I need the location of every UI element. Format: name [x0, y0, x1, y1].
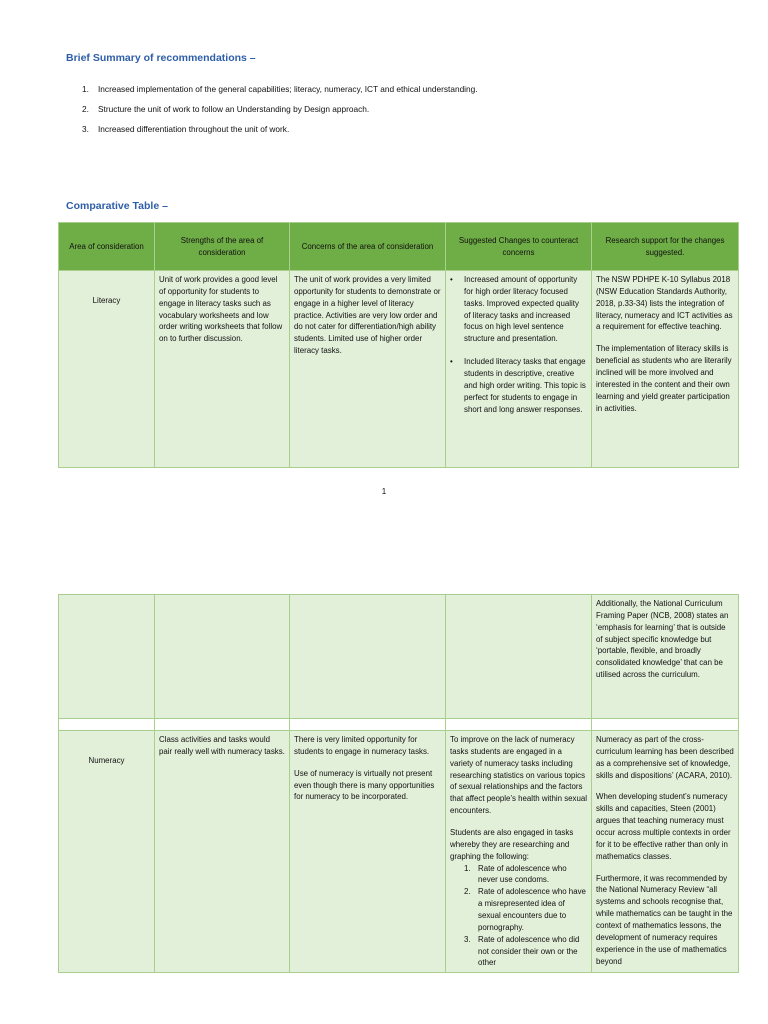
page-number: 1 [381, 487, 387, 496]
numeracy-changes: To improve on the lack of numeracy tasks students are engaged in a variety of numeracy tasks including researching statistics on various topics of sexual relationships and the factors that affect people’s health within sexual encounters. Students are also engaged in tasks whereby they are researching and graphing the following: 1. Rate of adolescence who never use condoms. 2. Rate of adolescence who have a misrepresented idea of sexual encounters due to pornography. 3. Rate of adolescence who did not consider their own or the other [446, 731, 592, 973]
spacer-row [59, 719, 739, 731]
list-item: 2. Structure the unit of work to follow an Understanding by Design approach. [82, 104, 370, 114]
literacy-changes [446, 271, 592, 468]
list-item: 3. Increased differentiation throughout the unit of work. [82, 124, 290, 134]
header-research: Research support for the changes suggested. [592, 223, 739, 271]
table-header-row [59, 223, 739, 271]
list-item: 1. Increased implementation of the general capabilities; literacy, numeracy, ICT and ethical understanding. [82, 84, 478, 94]
header-changes: Suggested Changes to counteract concerns [446, 223, 592, 271]
comparative-table-continued [58, 594, 739, 973]
table-row [59, 595, 739, 719]
numeracy-research: Numeracy as part of the cross-curriculum learning has been described as a comprehensive set of knowledge, skills and dispositions’ (ACARA, 2010). When developing student’s numeracy skills and capacities, Steen (2001) argues that teaching numeracy must occur across multiple contexts in order for it to be effective rather than only in mathematics classes. Furthermore, it was recommended by the National Numeracy Review “all systems and schools recognise that, while mathematics can be taught in the context of mathematics lessons, the development of numeracy requires experience in the use of mathematics beyond [592, 731, 739, 973]
list-item: 2. Rate of adolescence who have a misrepresented idea of sexual encounters due to pornography. [464, 887, 586, 932]
header-concerns: Concerns of the area of consideration [290, 223, 446, 271]
list-item: • Increased amount of opportunity for high order literacy focused tasks. Improved expected quality of literacy tasks and increased focus on high level sentence structure and presentation. [450, 274, 587, 345]
numeracy-strengths: Class activities and tasks would pair really well with numeracy tasks. [155, 731, 290, 973]
header-area: Area of consideration [59, 223, 155, 271]
empty-cell [59, 595, 155, 719]
list-item: 1. Rate of adolescence who never use condoms. [464, 863, 567, 885]
summary-title: Brief Summary of recommendations – [66, 52, 256, 64]
empty-cell [446, 595, 592, 719]
numeracy-concerns: There is very limited opportunity for students to engage in numeracy tasks. Use of numeracy is virtually not present even though there is many opportunities for numeracy to be incorporated. [290, 731, 446, 973]
header-strengths: Strengths of the area of consideration [155, 223, 290, 271]
table-row [59, 271, 739, 468]
area-numeracy: Numeracy [59, 731, 155, 973]
comparative-table [58, 222, 739, 468]
empty-cell [155, 595, 290, 719]
empty-cell [290, 595, 446, 719]
literacy-concerns: The unit of work provides a very limited opportunity for students to demonstrate or engage in a higher level of literacy practice. Activities are very low order and do not cater for differentiation/high ability students. Limited use of higher order literacy tasks. [290, 271, 446, 468]
recommendation-list [82, 84, 702, 144]
literacy-research: The NSW PDHPE K-10 Syllabus 2018 (NSW Education Standards Authority, 2018, p.33-34) lists the integration of literacy, numeracy and ICT activities as a requirement for effective teaching. The implementation of literacy skills is beneficial as students who are literarily inclined will be more involved and interested in the content and their own learning and yield greater participation in activities. [592, 271, 739, 468]
list-item: • Included literacy tasks that engage students in descriptive, creative and high order writing. This topic is perfect for students to engage in short and long answer responses. [450, 356, 587, 415]
table-row [59, 731, 739, 973]
area-literacy: Literacy [59, 271, 155, 468]
comparative-title: Comparative Table – [66, 200, 168, 212]
list-item: 3. Rate of adolescence who did not consider their own or the other [464, 934, 580, 968]
literacy-strengths: Unit of work provides a good level of opportunity for students to engage in literacy tasks such as vocabulary worksheets and low order writing worksheets that follow on to further discussion. [155, 271, 290, 468]
literacy-research-continued: Additionally, the National Curriculum Framing Paper (NCB, 2008) states an ‘emphasis for learning’ that is outside of subject specific knowledge but ‘portable, flexible, and broadly consolidated knowledge’ that can be utilised across the curriculum. [592, 595, 739, 719]
